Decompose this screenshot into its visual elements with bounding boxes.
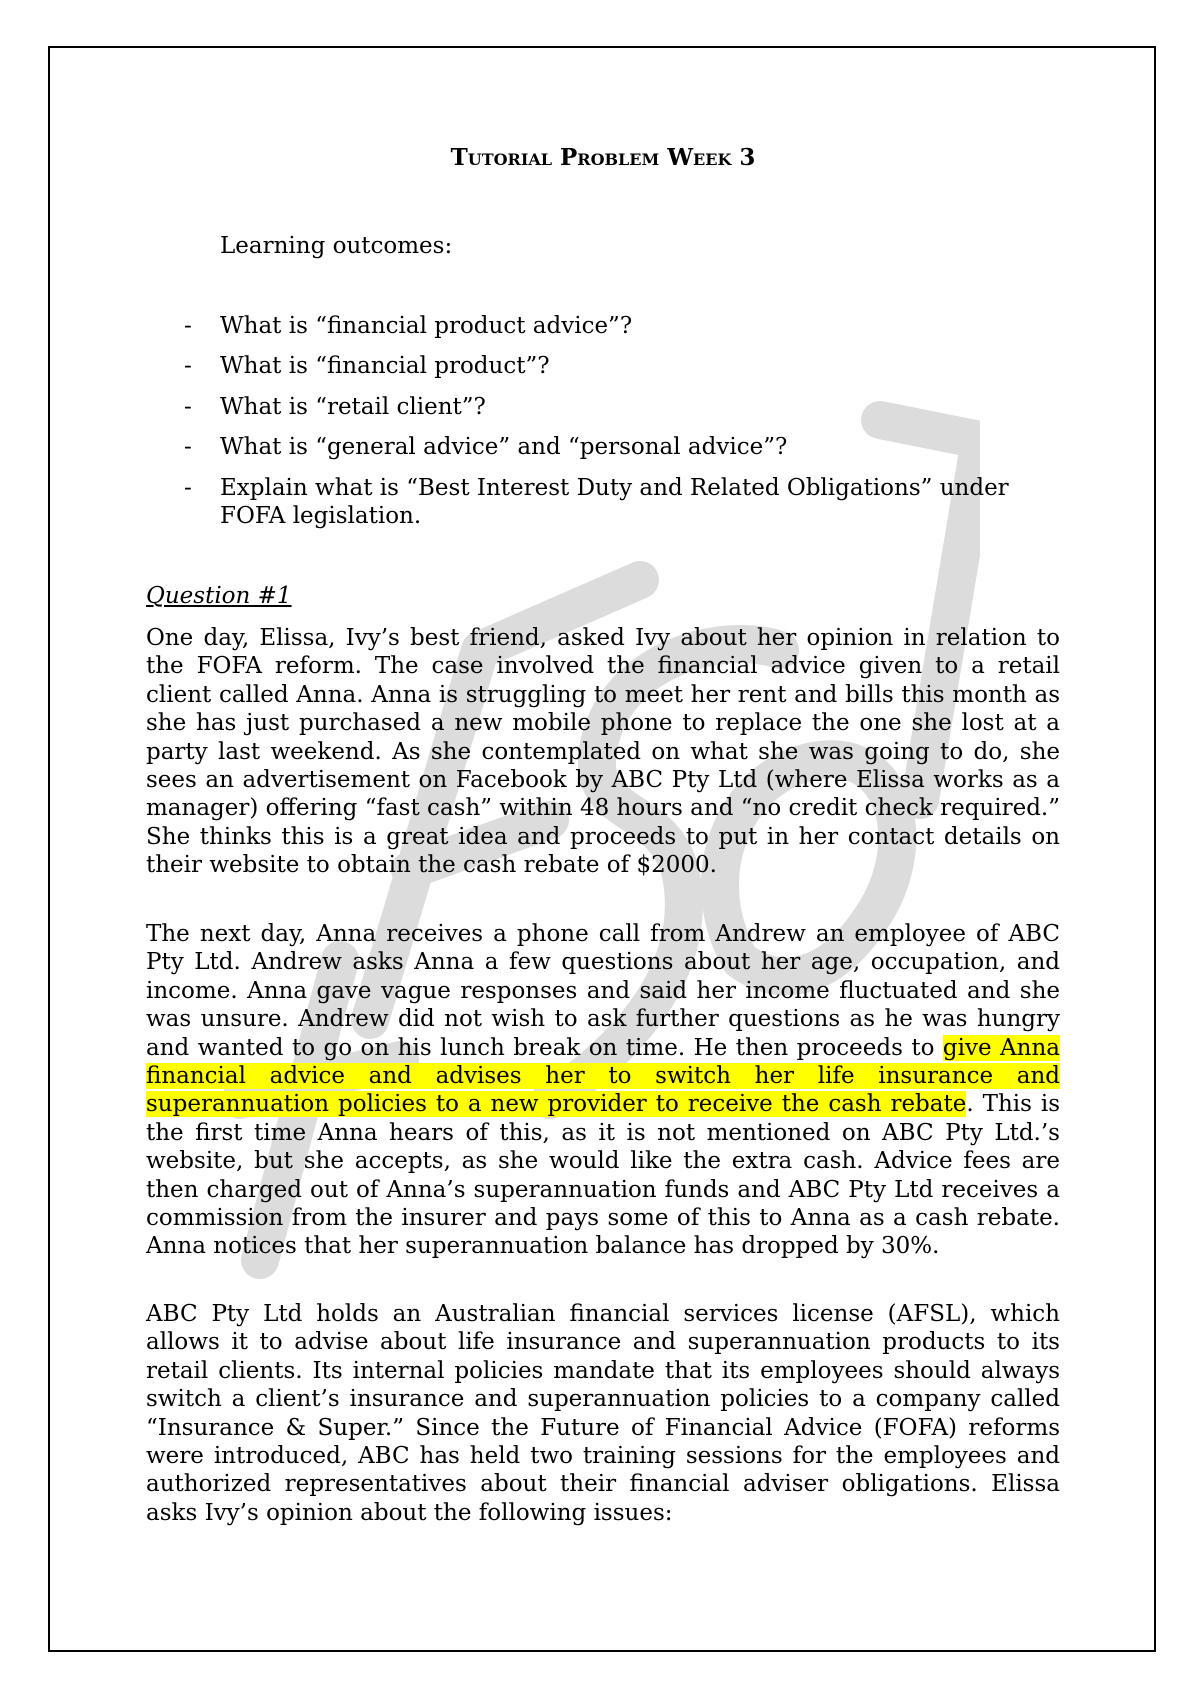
question-heading: Question #1 — [146, 583, 292, 609]
document-title: Tutorial Problem Week 3 — [450, 144, 756, 171]
highlighted-text: give Anna financial advice and advises her to switch her life insurance and superannuation policies to a new provider to receive the cash rebate — [146, 1034, 1061, 1118]
bullet-dash: - — [184, 353, 192, 380]
paragraph-2-before: The next day, Anna receives a phone call from Andrew an employee of ABC Pty Ltd. Andrew asks Anna a few questions about her age, occupation, and income. Anna gave vague responses and said her income fluctuated and she was unsure. Andrew did not wish to ask further questions as he was hungry and wanted to go on his lunch break on time. He then proceeds to — [146, 921, 1060, 1061]
bullet-dash: - — [184, 474, 192, 501]
list-item-text: What is “retail client”? — [220, 393, 486, 420]
list-item-text: What is “financial product advice”? — [220, 313, 633, 339]
paragraph-2-after: . This is the first time Anna hears of this, as it is not mentioned on ABC Pty Ltd.’s website, but she accepts, as she would like the extra cash. Advice fees are then charged out of Anna’s superannuation funds and ABC Pty Ltd receives a commission from the insurer and pays some of this to Anna as a cash rebate. Anna notices that her superannuation balance has dropped by 30%. — [146, 1091, 1060, 1260]
list-item — [184, 433, 1060, 461]
bullet-dash: - — [184, 434, 192, 461]
bullet-dash: - — [184, 313, 192, 339]
list-item — [184, 393, 1060, 421]
paragraph-2 — [146, 920, 1060, 1261]
list-item-text: What is “financial product”? — [220, 353, 550, 380]
list-item — [184, 474, 1060, 531]
list-item-text: What is “general advice” and “personal advice”? — [220, 434, 788, 461]
list-item — [184, 312, 1060, 340]
list-item-text: Explain what is “Best Interest Duty and Related Obligations” under FOFA legislation. — [220, 474, 1009, 530]
paragraph-3: ABC Pty Ltd holds an Australian financial services license (AFSL), which allows it to advise about life insurance and superannuation products to its retail clients. Its internal policies mandate that its employees should always switch a client’s insurance and superannuation policies to a company called “Insurance & Super.” Since the Future of Financial Advice (FOFA) reforms were introduced, ABC has held two training sessions for the employees and authorized representatives about their financial adviser obligations. Elissa asks Ivy’s opinion about the following issues: — [146, 1301, 1060, 1526]
paragraph-1: One day, Elissa, Ivy’s best friend, asked Ivy about her opinion in relation to the FOFA reform. The case involved the financial advice given to a retail client called Anna. Anna is struggling to meet her rent and bills this month as she has just purchased a new mobile phone to replace the one she lost at a party last weekend. As she contemplated on what she was going to do, she sees an advertisement on Facebook by ABC Pty Ltd (where Elissa works as a manager) offering “fast cash” within 48 hours and “no credit check required.” She thinks this is a great idea and proceeds to put in her contact details on their website to obtain the cash rebate of $2000. — [146, 625, 1060, 879]
bullet-dash: - — [184, 393, 192, 420]
list-item — [184, 352, 1060, 380]
learning-outcomes-heading: Learning outcomes: — [220, 233, 453, 259]
learning-outcomes-list — [184, 312, 1060, 542]
